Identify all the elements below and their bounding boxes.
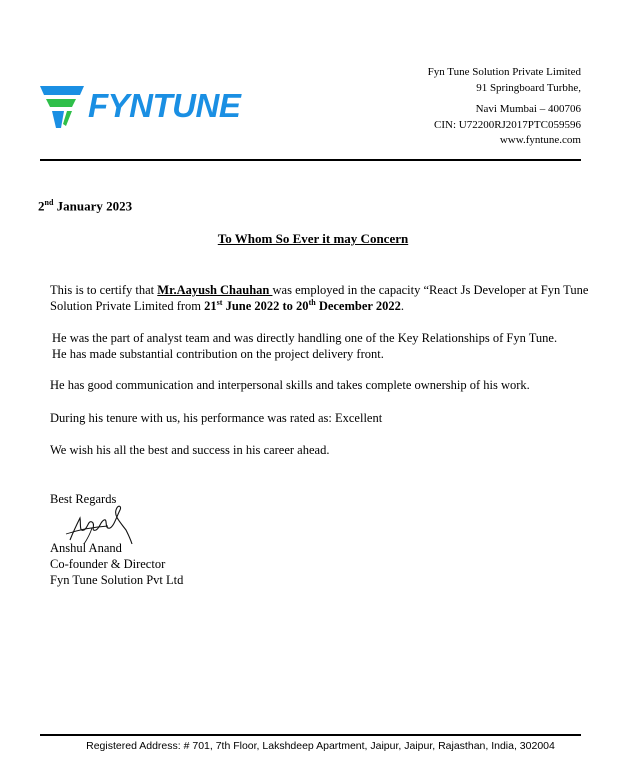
signatory-title: Co-founder & Director [50, 557, 166, 571]
address-line: Fyn Tune Solution Private Limited [427, 66, 581, 78]
address-line: Navi Mumbai – 400706 [475, 103, 581, 115]
performance-paragraph: During his tenure with us, his performance was rated as: Excellent [50, 411, 383, 425]
closing: Best Regards [50, 492, 117, 506]
address-line: CIN: U72200RJ2017PTC059596 [434, 118, 581, 131]
skills-paragraph: He has good communication and interpersonal skills and takes complete ownership of his work. [50, 378, 530, 392]
certification-paragraph: This is to certify that Mr.Aayush Chauhan was employed in the capacity “React Js Developer at Fyn Tune Solution Private Limited from 21st June 2022 to 20th December 2022. [50, 283, 589, 313]
company-logo [40, 86, 240, 128]
letter-date: 2nd January 2023 [38, 198, 133, 214]
logo-wordmark: FYNTUNE [88, 87, 241, 124]
handwritten-signature [64, 500, 134, 546]
employee-name: Mr.Aayush Chauhan [157, 283, 273, 297]
wishes-paragraph: We wish his all the best and success in his career ahead. [50, 443, 330, 457]
company-address [428, 65, 581, 149]
letter-subject: To Whom So Ever it may Concern [217, 231, 409, 246]
company-website: www.fyntune.com [499, 134, 581, 146]
address-line: 91 Springboard Turbhe, [476, 81, 581, 94]
footer-divider [40, 734, 581, 736]
signatory-name: Anshul Anand [50, 541, 122, 555]
header-divider [40, 159, 581, 161]
employment-period: 21st June 2022 to 20th December 2022 [204, 297, 401, 313]
registered-address: Registered Address: # 701, 7th Floor, Lakshdeep Apartment, Jaipur, Jaipur, Rajasthan, India, 302004 [86, 740, 555, 752]
role-paragraph: He was the part of analyst team and was directly handling one of the Key Relationships of Fyn Tune. He has made substantial contribution on the project delivery front. [52, 331, 558, 361]
signatory-company: Fyn Tune Solution Pvt Ltd [50, 573, 184, 587]
fyntune-mark-icon [40, 86, 88, 128]
